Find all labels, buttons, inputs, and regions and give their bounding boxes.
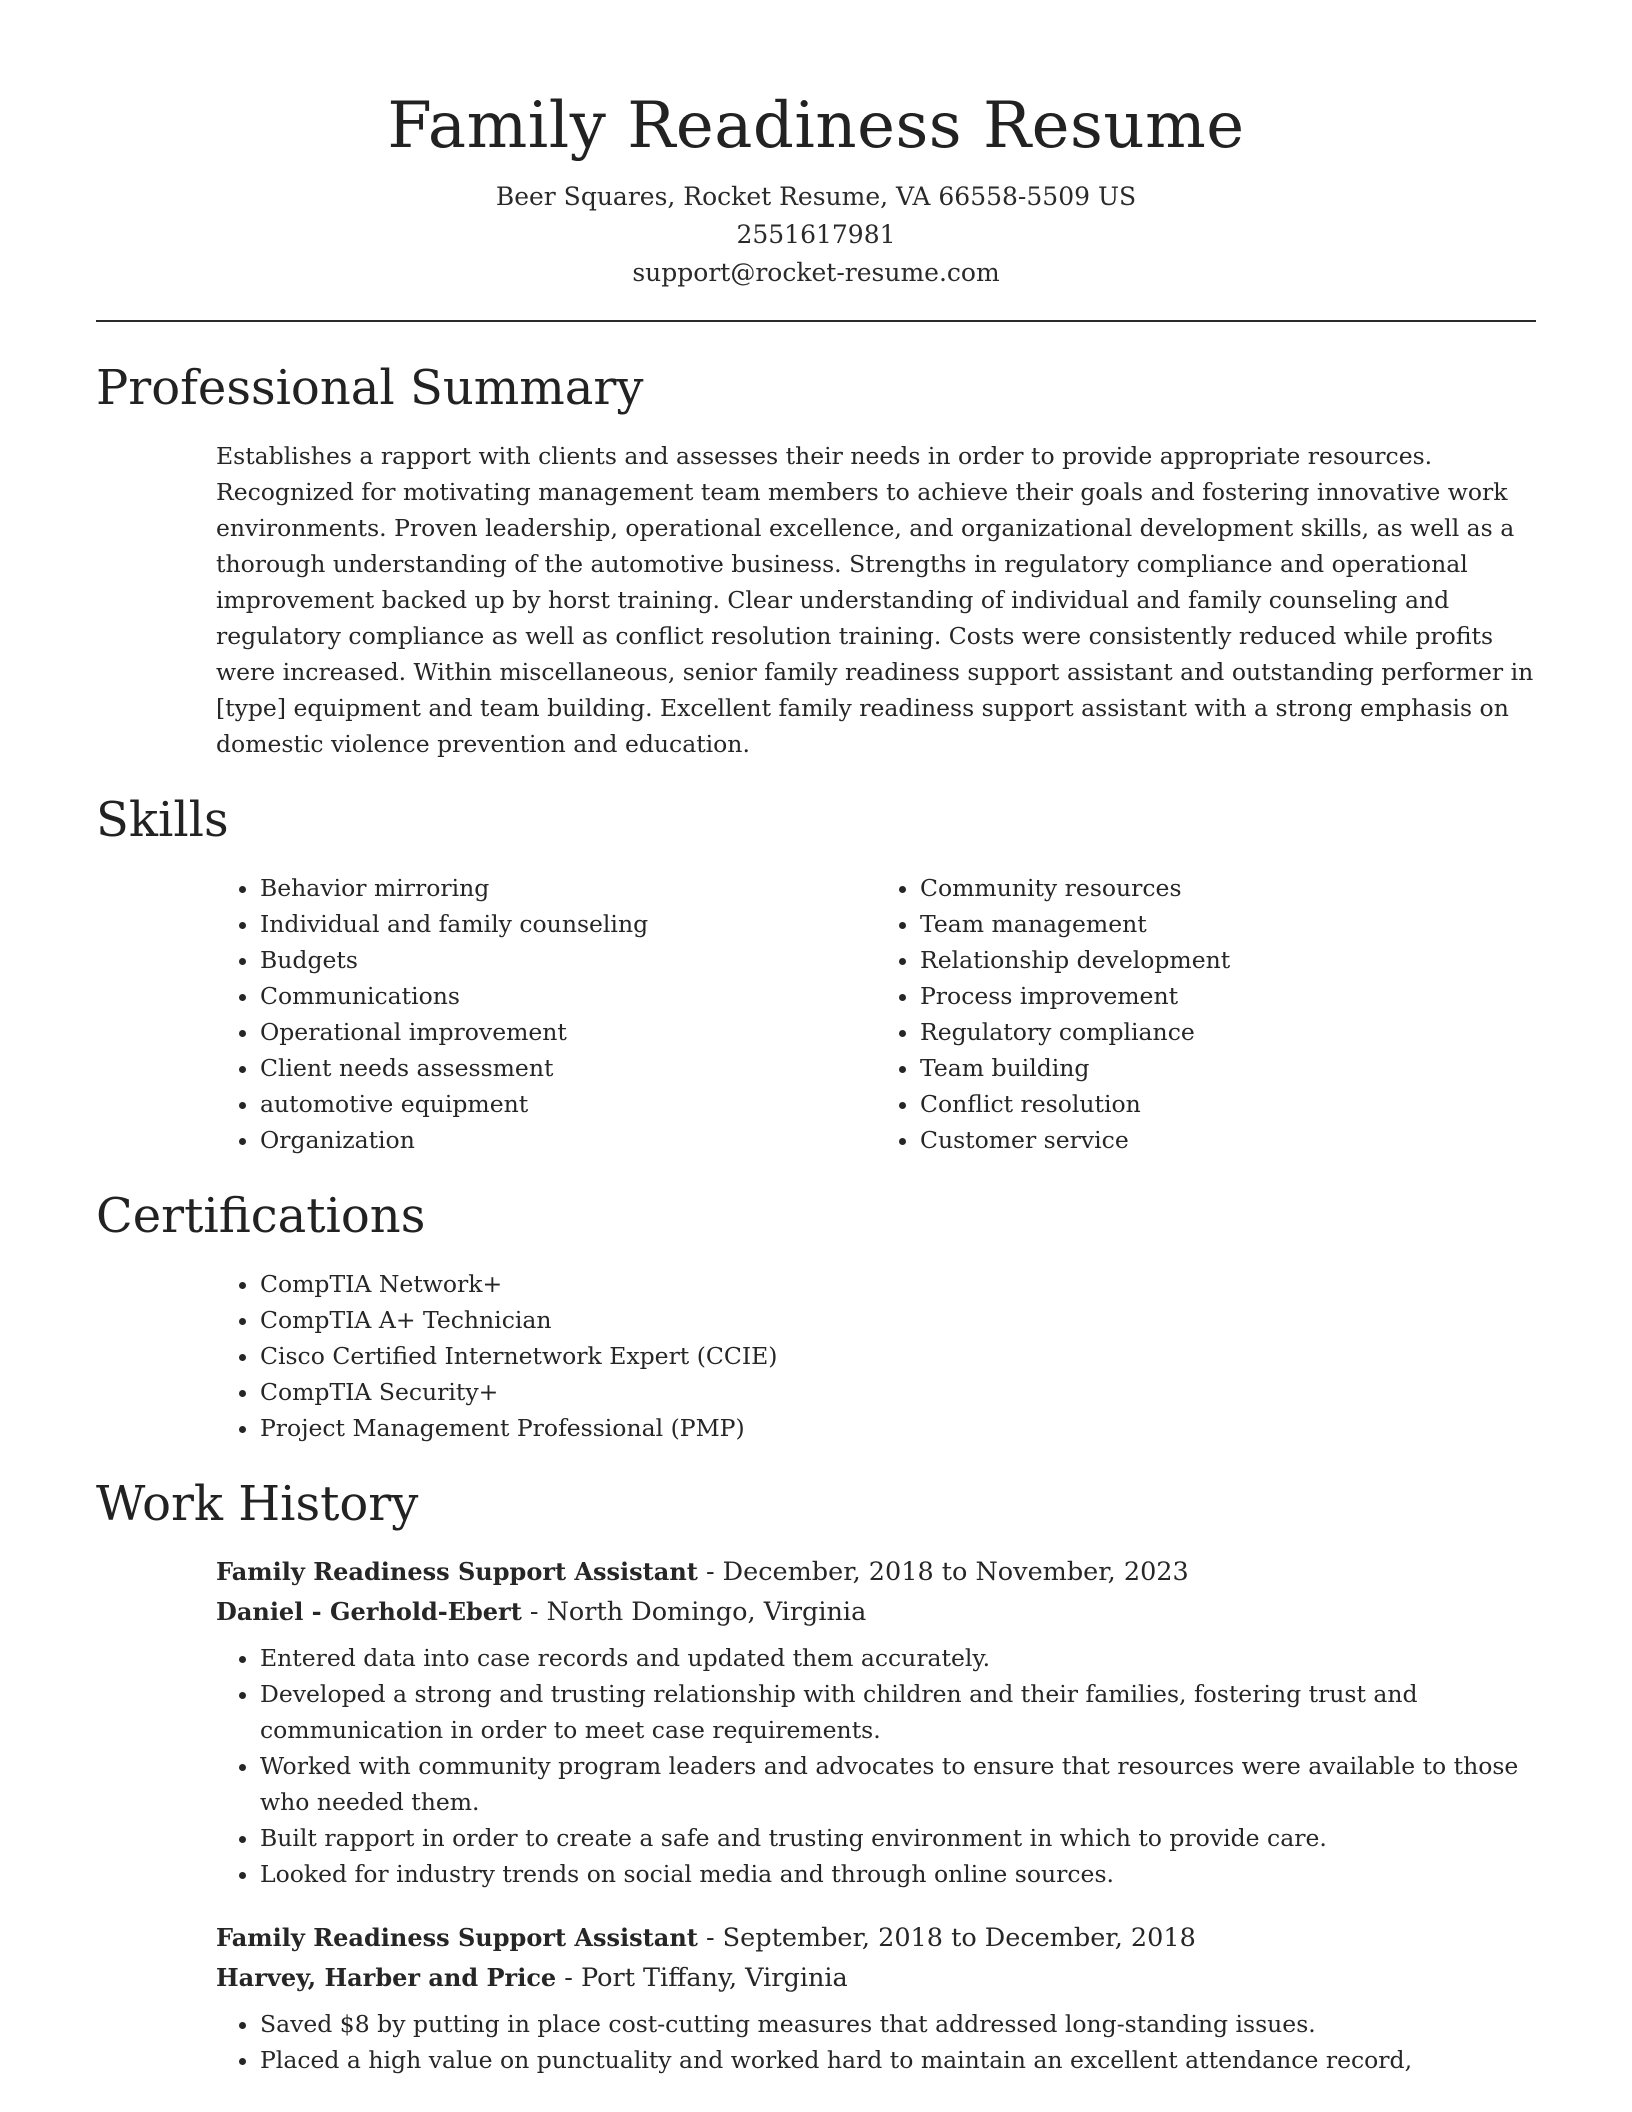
certification-item: • CompTIA A+ Technician <box>260 1302 1536 1338</box>
job-company: Daniel - Gerhold-Ebert <box>216 1597 522 1626</box>
skill-item: • Client needs assessment <box>260 1050 876 1086</box>
job-bullets <box>216 1640 1536 1892</box>
job-bullet: • Built rapport in order to create a safe and trusting environment in which to provide care. <box>260 1820 1536 1856</box>
skill-item: • automotive equipment <box>260 1086 876 1122</box>
job-bullet: • Entered data into case records and updated them accurately. <box>260 1640 1536 1676</box>
skill-item: • Communications <box>260 978 876 1014</box>
certification-item: • Project Management Professional (PMP) <box>260 1410 1536 1446</box>
resume-title: Family Readiness Resume <box>387 89 1245 163</box>
summary-heading: Professional Summary <box>96 360 644 416</box>
skill-item: • Process improvement <box>920 978 1536 1014</box>
job-role: Family Readiness Support Assistant <box>216 1923 698 1952</box>
summary-text: Establishes a rapport with clients and assesses their needs in order to provide appropriate resources. Recognized for motivating management team members to achieve their goals and fostering innovative work environments. Proven leadership, operational excellence, and organizational development skills, as well as a thorough understanding of the automotive business. Strengths in regulatory compliance and operational improvement backed up by horst training. Clear understanding of individual and family counseling and regulatory compliance as well as conflict resolution training. Costs were consistently reduced while profits were increased. Within miscellaneous, senior family readiness support assistant and outstanding performer in [type] equipment and team building. Excellent family readiness support assistant with a strong emphasis on domestic violence prevention and education. <box>216 442 1534 758</box>
job-title-line <box>216 1552 1536 1592</box>
work-history-list <box>216 1552 1536 2078</box>
skill-item: • Operational improvement <box>260 1014 876 1050</box>
contact-block <box>96 178 1536 292</box>
certifications-heading: Certifications <box>96 1188 426 1244</box>
header-divider <box>96 320 1536 322</box>
skills-column-left <box>216 870 876 1158</box>
contact-email: support@rocket-resume.com <box>632 258 1000 287</box>
job-entry <box>216 1918 1536 2078</box>
certification-item: • CompTIA Network+ <box>260 1266 1536 1302</box>
certification-item: • Cisco Certified Internetwork Expert (CCIE) <box>260 1338 1536 1374</box>
job-title-line <box>216 1918 1536 1958</box>
job-entry <box>216 1552 1536 1892</box>
skill-item: • Customer service <box>920 1122 1536 1158</box>
job-company: Harvey, Harber and Price <box>216 1963 557 1992</box>
certifications-list <box>216 1266 1536 1446</box>
job-bullet: • Placed a high value on punctuality and worked hard to maintain an excellent attendance record, <box>260 2042 1536 2078</box>
skill-item: • Team management <box>920 906 1536 942</box>
certification-item: • CompTIA Security+ <box>260 1374 1536 1410</box>
skill-item: • Budgets <box>260 942 876 978</box>
contact-phone: 2551617981 <box>736 220 896 249</box>
skill-item: • Relationship development <box>920 942 1536 978</box>
skill-item: • Community resources <box>920 870 1536 906</box>
skill-item: • Behavior mirroring <box>260 870 876 906</box>
job-location: - North Domingo, Virginia <box>521 1597 867 1627</box>
job-location: - Port Tiffany, Virginia <box>556 1963 848 1993</box>
skill-item: • Regulatory compliance <box>920 1014 1536 1050</box>
work-history-heading: Work History <box>96 1476 419 1532</box>
skill-item: • Organization <box>260 1122 876 1158</box>
skill-item: • Conflict resolution <box>920 1086 1536 1122</box>
job-company-line <box>216 1592 1536 1632</box>
job-role: Family Readiness Support Assistant <box>216 1557 698 1586</box>
job-dates: - September, 2018 to December, 2018 <box>697 1923 1196 1953</box>
skills-column-right <box>876 870 1536 1158</box>
job-company-line <box>216 1958 1536 1998</box>
job-bullet: • Looked for industry trends on social media and through online sources. <box>260 1856 1536 1892</box>
job-dates: - December, 2018 to November, 2023 <box>697 1557 1189 1587</box>
skill-item: • Team building <box>920 1050 1536 1086</box>
job-bullets <box>216 2006 1536 2078</box>
skills-list <box>216 870 1536 1158</box>
resume-page <box>96 0 1536 2112</box>
contact-address: Beer Squares, Rocket Resume, VA 66558-5509 US <box>495 182 1137 211</box>
job-bullet: • Worked with community program leaders and advocates to ensure that resources were available to those who needed them. <box>260 1748 1536 1820</box>
job-bullet: • Developed a strong and trusting relationship with children and their families, fostering trust and communication in order to meet case requirements. <box>260 1676 1536 1748</box>
skills-heading: Skills <box>96 792 229 848</box>
job-bullet: • Saved $8 by putting in place cost-cutting measures that addressed long-standing issues. <box>260 2006 1536 2042</box>
skill-item: • Individual and family counseling <box>260 906 876 942</box>
